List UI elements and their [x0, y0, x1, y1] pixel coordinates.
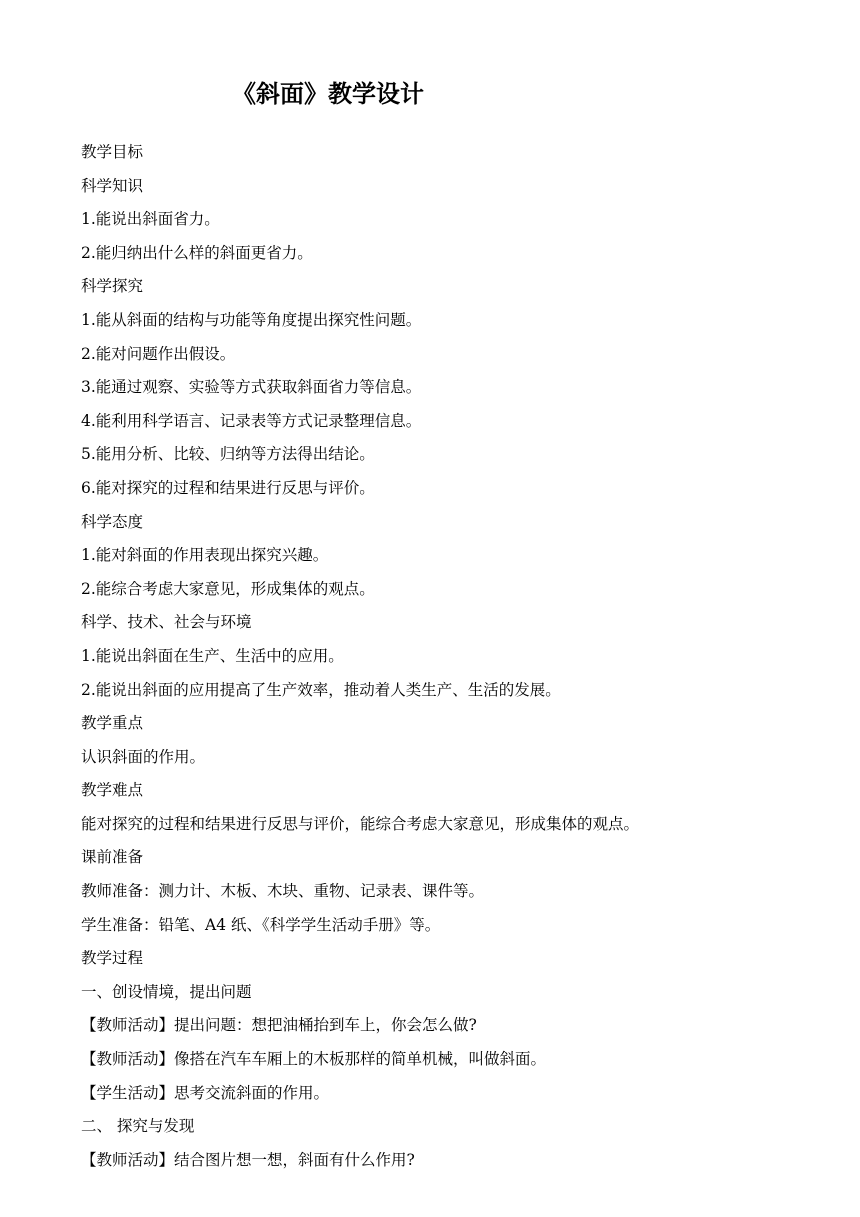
list-item: 2.能归纳出什么样的斜面更省力。 [81, 243, 313, 262]
activity-line: 【教师活动】提出问题：想把油桶抬到车上，你会怎么做? [81, 1016, 477, 1035]
paragraph: 学生准备：铅笔、A4 纸、《科学学生活动手册》等。 [81, 915, 441, 934]
activity-line: 【教师活动】结合图片想一想，斜面有什么作用? [81, 1150, 415, 1169]
heading-preparation: 课前准备 [81, 848, 144, 867]
paragraph: 认识斜面的作用。 [81, 747, 206, 766]
section-heading: 二、 探究与发现 [81, 1117, 195, 1136]
heading-stse: 科学、技术、社会与环境 [81, 613, 252, 632]
heading-key-points: 教学重点 [81, 714, 144, 733]
list-item: 2.能综合考虑大家意见，形成集体的观点。 [81, 579, 375, 598]
heading-science-attitude: 科学态度 [81, 512, 144, 531]
list-item: 6.能对探究的过程和结果进行反思与评价。 [81, 478, 375, 497]
activity-line: 【教师活动】像搭在汽车车厢上的木板那样的简单机械，叫做斜面。 [81, 1050, 547, 1069]
list-item: 1.能对斜面的作用表现出探究兴趣。 [81, 546, 329, 565]
list-item: 1.能从斜面的结构与功能等角度提出探究性问题。 [81, 310, 422, 329]
heading-teaching-process: 教学过程 [81, 949, 144, 968]
list-item: 1.能说出斜面省力。 [81, 210, 220, 229]
list-item: 2.能说出斜面的应用提高了生产效率，推动着人类生产、生活的发展。 [81, 680, 561, 699]
document-title-text: 《斜面》教学设计 [232, 80, 424, 108]
list-item: 1.能说出斜面在生产、生活中的应用。 [81, 646, 344, 665]
list-item: 2.能对问题作出假设。 [81, 344, 236, 363]
section-heading: 一、创设情境，提出问题 [81, 982, 252, 1001]
paragraph: 教师准备：测力计、木板、木块、重物、记录表、课件等。 [81, 882, 485, 901]
heading-difficulties: 教学难点 [81, 781, 144, 800]
list-item: 3.能通过观察、实验等方式获取斜面省力等信息。 [81, 378, 422, 397]
paragraph: 能对探究的过程和结果进行反思与评价，能综合考虑大家意见，形成集体的观点。 [81, 814, 640, 833]
activity-line: 【学生活动】思考交流斜面的作用。 [81, 1083, 330, 1102]
list-item: 4.能利用科学语言、记录表等方式记录整理信息。 [81, 411, 422, 430]
heading-science-knowledge: 科学知识 [81, 176, 144, 195]
document-body [81, 136, 821, 1177]
heading-teaching-objectives: 教学目标 [81, 143, 144, 161]
list-item: 5.能用分析、比较、归纳等方法得出结论。 [81, 445, 375, 464]
heading-science-inquiry: 科学探究 [81, 277, 144, 296]
